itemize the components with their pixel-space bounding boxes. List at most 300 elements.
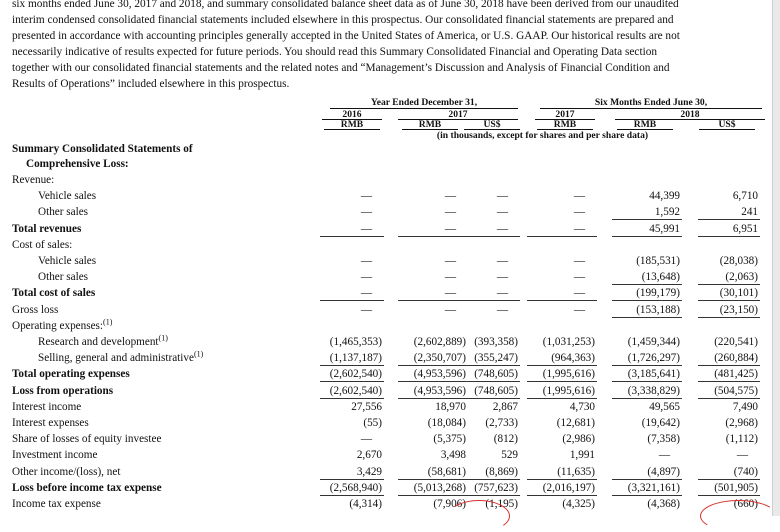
numeric-value: (3,185,641) bbox=[627, 368, 680, 381]
numeric-value: (1,112) bbox=[725, 433, 758, 446]
numeric-value: (5,375) bbox=[433, 433, 466, 446]
dash-value: — bbox=[496, 222, 508, 235]
numeric-value: (28,038) bbox=[719, 255, 758, 267]
dash-value: — bbox=[573, 287, 585, 300]
currency-header: RMB bbox=[340, 119, 364, 130]
row-label-text: Interest expenses bbox=[12, 417, 89, 429]
row-value bbox=[517, 205, 595, 219]
row-value bbox=[602, 189, 680, 203]
row-value bbox=[388, 189, 466, 203]
row-label bbox=[38, 335, 168, 349]
numeric-value: 6,951 bbox=[732, 222, 758, 235]
numeric-value: 241 bbox=[741, 206, 758, 219]
row-value bbox=[388, 432, 466, 446]
table-row bbox=[0, 253, 772, 269]
numeric-value: (199,179) bbox=[636, 287, 680, 300]
header-2018: 2018 bbox=[680, 109, 700, 120]
table-row bbox=[0, 496, 772, 512]
table-row bbox=[0, 237, 772, 253]
numeric-value: (18,084) bbox=[427, 417, 466, 429]
row-value bbox=[388, 286, 466, 300]
row-value bbox=[456, 189, 518, 203]
row-value bbox=[602, 351, 680, 365]
row-value bbox=[517, 222, 595, 236]
numeric-value: (23,150) bbox=[719, 303, 758, 316]
row-label-text: Selling, general and administrative bbox=[38, 352, 194, 365]
row-value bbox=[688, 205, 758, 219]
numeric-value: (4,953,596) bbox=[413, 384, 466, 397]
numeric-value: (19,642) bbox=[641, 417, 680, 429]
dash-value: — bbox=[360, 222, 372, 235]
numeric-value: (11,635) bbox=[557, 465, 595, 478]
row-label bbox=[38, 205, 88, 219]
currency-header: RMB bbox=[418, 119, 442, 130]
row-value bbox=[688, 303, 758, 317]
row-value bbox=[688, 384, 758, 398]
numeric-value: (185,531) bbox=[636, 255, 680, 267]
row-value bbox=[517, 335, 595, 349]
row-value bbox=[688, 432, 758, 446]
row-value bbox=[602, 205, 680, 219]
row-value bbox=[388, 416, 466, 430]
numeric-value: (30,101) bbox=[719, 287, 758, 300]
row-value bbox=[456, 400, 518, 414]
intro-line: six months ended June 30, 2017 and 2018, and summary consolidated balance sheet data as of June 30, 2018 have been derived from our unaudited bbox=[12, 0, 679, 10]
row-label-text: Loss from operations bbox=[12, 384, 114, 397]
dash-value: — bbox=[496, 255, 508, 267]
numeric-value: (1,459,344) bbox=[627, 336, 680, 348]
dash-value: — bbox=[360, 433, 372, 446]
row-value bbox=[388, 303, 466, 317]
row-value bbox=[517, 416, 595, 430]
row-label bbox=[12, 173, 54, 187]
footnote-ref[interactable]: (1) bbox=[158, 333, 168, 343]
row-value bbox=[602, 416, 680, 430]
numeric-value: (660) bbox=[733, 498, 758, 510]
table-row bbox=[0, 350, 772, 366]
row-value bbox=[688, 481, 758, 495]
intro-line: together with our consolidated financial statements and the related notes and “Management’s Discussion and Analysis of Financial Condition and bbox=[12, 62, 670, 75]
row-label bbox=[12, 400, 81, 414]
numeric-value: (2,568,940) bbox=[329, 481, 382, 494]
row-value bbox=[456, 335, 518, 349]
dash-value: — bbox=[444, 255, 456, 267]
row-value bbox=[310, 335, 382, 349]
row-value bbox=[456, 303, 518, 317]
row-value bbox=[310, 222, 382, 236]
numeric-value: (4,897) bbox=[647, 465, 680, 478]
row-value bbox=[602, 497, 680, 511]
row-label-text: Investment income bbox=[12, 449, 98, 462]
numeric-value: (7,906) bbox=[433, 498, 466, 510]
row-value bbox=[602, 303, 680, 317]
numeric-value: (153,188) bbox=[636, 303, 680, 316]
dash-value: — bbox=[360, 190, 372, 203]
section-title-line2: Comprehensive Loss: bbox=[26, 158, 129, 170]
intro-line: interim condensed consolidated financial statements included elsewhere in this prospectus. Our consolidated financial statements are prepared and bbox=[12, 14, 674, 27]
footnote-ref[interactable]: (1) bbox=[103, 317, 113, 327]
dash-value: — bbox=[360, 271, 372, 284]
row-value bbox=[310, 448, 382, 462]
row-value bbox=[517, 465, 595, 479]
dash-value: — bbox=[496, 287, 508, 300]
row-value bbox=[688, 448, 758, 462]
numeric-value: (481,425) bbox=[714, 368, 758, 381]
row-value bbox=[456, 222, 518, 236]
dash-value: — bbox=[444, 190, 456, 203]
row-value bbox=[388, 384, 466, 398]
table-row bbox=[0, 383, 772, 399]
row-label bbox=[12, 319, 112, 333]
row-value bbox=[456, 367, 518, 381]
numeric-value: (4,325) bbox=[562, 498, 595, 510]
row-value bbox=[602, 384, 680, 398]
dash-value: — bbox=[573, 222, 585, 235]
row-value bbox=[517, 351, 595, 365]
row-value bbox=[517, 286, 595, 300]
row-value bbox=[310, 270, 382, 284]
numeric-value: 1,991 bbox=[569, 449, 595, 462]
numeric-value: (4,953,596) bbox=[413, 368, 466, 381]
dash-value: — bbox=[496, 303, 508, 316]
table-row bbox=[0, 366, 772, 382]
row-value bbox=[310, 481, 382, 495]
row-label-text: Share of losses of equity investee bbox=[12, 433, 162, 446]
table-row bbox=[0, 334, 772, 350]
numeric-value: (748,605) bbox=[474, 384, 518, 397]
table-row bbox=[0, 285, 772, 301]
numeric-value: (13,648) bbox=[641, 271, 680, 284]
row-value bbox=[688, 416, 758, 430]
numeric-value: (812) bbox=[493, 433, 518, 446]
row-value bbox=[602, 465, 680, 479]
row-label-text: Total operating expenses bbox=[12, 368, 130, 381]
row-value bbox=[388, 270, 466, 284]
numeric-value: (501,905) bbox=[714, 481, 758, 494]
row-label-text: Income tax expense bbox=[12, 498, 101, 510]
numeric-value: (2,016,197) bbox=[542, 481, 595, 494]
row-label bbox=[38, 189, 96, 203]
numeric-value: (7,358) bbox=[647, 433, 680, 446]
numeric-value: (58,681) bbox=[427, 465, 466, 478]
row-label-text: Research and development bbox=[38, 336, 159, 348]
table-row bbox=[0, 188, 772, 204]
row-value bbox=[602, 400, 680, 414]
numeric-value: 2,670 bbox=[356, 449, 382, 462]
dash-value: — bbox=[444, 206, 456, 219]
row-label bbox=[12, 465, 120, 479]
row-label bbox=[12, 416, 89, 430]
row-label bbox=[38, 254, 96, 268]
dash-value: — bbox=[496, 271, 508, 284]
row-value bbox=[517, 384, 595, 398]
numeric-value: (355,247) bbox=[474, 352, 518, 365]
row-value bbox=[517, 481, 595, 495]
currency-header: RMB bbox=[633, 119, 657, 130]
numeric-value: (3,338,829) bbox=[627, 384, 680, 397]
numeric-value: (964,363) bbox=[551, 352, 595, 365]
units-note: (in thousands, except for shares and per share data) bbox=[436, 130, 649, 141]
row-value bbox=[388, 465, 466, 479]
row-value bbox=[602, 270, 680, 284]
numeric-value: (2,986) bbox=[562, 433, 595, 446]
row-value bbox=[388, 400, 466, 414]
header-2017: 2017 bbox=[448, 109, 468, 120]
numeric-value: (2,602,889) bbox=[413, 336, 466, 348]
dash-value: — bbox=[573, 303, 585, 316]
row-label bbox=[12, 222, 81, 236]
numeric-value: (2,733) bbox=[485, 417, 518, 429]
numeric-value: (1,995,616) bbox=[542, 384, 595, 397]
row-label-text: Vehicle sales bbox=[38, 255, 97, 267]
row-value bbox=[388, 448, 466, 462]
numeric-value: 6,710 bbox=[732, 190, 758, 203]
header-year-ended: Year Ended December 31, bbox=[370, 97, 478, 108]
row-value bbox=[456, 270, 518, 284]
row-value bbox=[688, 270, 758, 284]
row-value bbox=[456, 465, 518, 479]
header-six-months: Six Months Ended June 30, bbox=[594, 97, 708, 108]
dash-value: — bbox=[444, 271, 456, 284]
row-value bbox=[310, 432, 382, 446]
footnote-ref[interactable]: (1) bbox=[193, 349, 204, 359]
row-value bbox=[310, 400, 382, 414]
row-value bbox=[310, 465, 382, 479]
dash-value: — bbox=[360, 287, 372, 300]
row-value bbox=[688, 286, 758, 300]
row-label bbox=[12, 497, 101, 511]
numeric-value: 3,498 bbox=[440, 449, 466, 462]
row-value bbox=[388, 335, 466, 349]
numeric-value: (4,314) bbox=[349, 498, 382, 510]
row-label-text: Other income/(loss), net bbox=[12, 465, 121, 478]
row-value bbox=[688, 335, 758, 349]
row-value bbox=[688, 254, 758, 268]
row-value bbox=[602, 367, 680, 381]
row-label-text: Loss before income tax expense bbox=[12, 481, 162, 494]
table-row bbox=[0, 269, 772, 285]
row-value bbox=[456, 254, 518, 268]
row-value bbox=[602, 335, 680, 349]
numeric-value: 3,429 bbox=[356, 465, 382, 478]
dash-value: — bbox=[658, 449, 670, 462]
red-annotation-mark-2 bbox=[700, 500, 777, 532]
row-label-text: Interest income bbox=[12, 400, 82, 413]
row-label-text: Total revenues bbox=[12, 222, 82, 235]
row-value bbox=[310, 497, 382, 511]
numeric-value: (393,358) bbox=[474, 336, 518, 348]
row-value bbox=[310, 384, 382, 398]
numeric-value: (1,031,253) bbox=[542, 336, 595, 348]
row-value bbox=[517, 400, 595, 414]
currency-header: US$ bbox=[718, 119, 736, 130]
row-label-text: Revenue: bbox=[12, 174, 55, 186]
dash-value: — bbox=[496, 190, 508, 203]
row-value bbox=[456, 351, 518, 365]
header-2016: 2016 bbox=[342, 109, 362, 120]
row-value bbox=[310, 367, 382, 381]
numeric-value: (748,605) bbox=[474, 368, 518, 381]
table-row bbox=[0, 318, 772, 334]
numeric-value: 1,592 bbox=[654, 206, 680, 219]
row-value bbox=[310, 205, 382, 219]
row-value bbox=[688, 222, 758, 236]
numeric-value: (260,884) bbox=[714, 352, 758, 365]
row-value bbox=[456, 286, 518, 300]
section-title-line1: Summary Consolidated Statements of bbox=[12, 143, 193, 155]
numeric-value: 2,867 bbox=[492, 400, 518, 413]
row-value bbox=[388, 205, 466, 219]
dash-value: — bbox=[736, 449, 748, 462]
row-value bbox=[388, 481, 466, 495]
row-value bbox=[517, 303, 595, 317]
row-value bbox=[602, 432, 680, 446]
row-value bbox=[310, 351, 382, 365]
numeric-value: 44,399 bbox=[649, 190, 680, 203]
numeric-value: (757,623) bbox=[474, 481, 518, 494]
intro-line: necessarily indicative of results expected for future periods. You should read this Summary Consolidated Financial and Operating Data section bbox=[12, 46, 658, 59]
table-row bbox=[0, 399, 772, 415]
dash-value: — bbox=[444, 303, 456, 316]
row-value bbox=[456, 416, 518, 430]
red-annotation-mark bbox=[448, 500, 510, 532]
row-value bbox=[688, 400, 758, 414]
numeric-value: (1,995,616) bbox=[542, 368, 595, 381]
numeric-value: (1,137,187) bbox=[329, 352, 382, 365]
row-label-text: Total cost of sales bbox=[12, 287, 96, 300]
numeric-value: (2,602,540) bbox=[329, 368, 382, 381]
dash-value: — bbox=[360, 255, 372, 267]
row-value bbox=[517, 189, 595, 203]
row-label bbox=[38, 351, 203, 365]
row-value bbox=[456, 384, 518, 398]
row-value bbox=[602, 481, 680, 495]
table-row bbox=[0, 172, 772, 188]
dash-value: — bbox=[573, 271, 585, 284]
row-value bbox=[688, 351, 758, 365]
window-edge bbox=[772, 0, 780, 516]
numeric-value: 4,730 bbox=[569, 400, 595, 413]
row-value bbox=[602, 222, 680, 236]
currency-header: RMB bbox=[553, 119, 577, 130]
row-value bbox=[388, 367, 466, 381]
numeric-value: 529 bbox=[501, 449, 518, 462]
numeric-value: (5,013,268) bbox=[413, 481, 466, 494]
row-value bbox=[388, 351, 466, 365]
row-label bbox=[12, 238, 72, 252]
numeric-value: 27,556 bbox=[351, 400, 382, 413]
table-row bbox=[0, 204, 772, 220]
table-row bbox=[0, 415, 772, 431]
row-label-text: Vehicle sales bbox=[38, 190, 97, 203]
row-value bbox=[388, 254, 466, 268]
table-row bbox=[0, 480, 772, 496]
numeric-value: 45,991 bbox=[649, 222, 680, 235]
row-label-text: Gross loss bbox=[12, 303, 59, 316]
numeric-value: (55) bbox=[363, 417, 382, 429]
dash-value: — bbox=[573, 206, 585, 219]
row-label bbox=[12, 367, 130, 381]
header-2017b: 2017 bbox=[555, 109, 575, 120]
row-value bbox=[517, 497, 595, 511]
row-value bbox=[517, 367, 595, 381]
numeric-value: (1,726,297) bbox=[627, 352, 680, 365]
numeric-value: (8,869) bbox=[485, 465, 518, 478]
row-value bbox=[517, 448, 595, 462]
row-label bbox=[12, 448, 97, 462]
row-value bbox=[456, 448, 518, 462]
row-value bbox=[688, 367, 758, 381]
row-value bbox=[456, 481, 518, 495]
row-label bbox=[12, 303, 58, 317]
numeric-value: (2,602,540) bbox=[329, 384, 382, 397]
numeric-value: (740) bbox=[733, 465, 758, 478]
dash-value: — bbox=[444, 287, 456, 300]
table-row bbox=[0, 302, 772, 318]
row-value bbox=[517, 432, 595, 446]
dash-value: — bbox=[496, 206, 508, 219]
row-value bbox=[688, 465, 758, 479]
numeric-value: (1,465,353) bbox=[329, 336, 382, 348]
row-value bbox=[602, 254, 680, 268]
numeric-value: (4,368) bbox=[647, 498, 680, 510]
row-label-text: Other sales bbox=[38, 206, 89, 219]
dash-value: — bbox=[444, 222, 456, 235]
numeric-value: (1,195) bbox=[485, 498, 518, 510]
numeric-value: 18,970 bbox=[435, 400, 466, 413]
row-value bbox=[602, 286, 680, 300]
intro-line: Results of Operations” included elsewhere in this prospectus. bbox=[12, 78, 290, 91]
dash-value: — bbox=[360, 303, 372, 316]
row-value bbox=[688, 189, 758, 203]
numeric-value: (504,575) bbox=[714, 384, 758, 397]
row-label-text: Other sales bbox=[38, 271, 89, 284]
row-label bbox=[12, 432, 161, 446]
dash-value: — bbox=[573, 190, 585, 203]
row-label-text: Operating expenses: bbox=[12, 319, 104, 332]
intro-paragraph bbox=[12, 0, 767, 93]
numeric-value: (3,321,161) bbox=[627, 481, 680, 494]
table-row bbox=[0, 431, 772, 447]
row-value bbox=[456, 205, 518, 219]
numeric-value: (220,541) bbox=[714, 336, 758, 348]
table-row bbox=[0, 447, 772, 463]
row-value bbox=[602, 448, 680, 462]
numeric-value: (12,681) bbox=[556, 417, 595, 429]
intro-line: presented in accordance with accounting principles generally accepted in the United States of America, or U.S. GAAP. Our historical results are not bbox=[12, 30, 680, 43]
dash-value: — bbox=[573, 255, 585, 267]
row-value bbox=[517, 270, 595, 284]
row-label bbox=[12, 286, 95, 300]
row-value bbox=[310, 286, 382, 300]
row-value bbox=[310, 416, 382, 430]
row-value bbox=[310, 254, 382, 268]
row-value bbox=[310, 303, 382, 317]
row-label bbox=[12, 384, 113, 398]
table-row bbox=[0, 464, 772, 480]
row-value bbox=[388, 222, 466, 236]
numeric-value: (2,350,707) bbox=[413, 352, 466, 365]
row-label bbox=[12, 481, 162, 495]
row-value bbox=[517, 254, 595, 268]
table-row bbox=[0, 221, 772, 237]
row-label bbox=[38, 270, 88, 284]
numeric-value: 49,565 bbox=[649, 400, 680, 413]
row-label-text: Cost of sales: bbox=[12, 238, 73, 251]
currency-header: US$ bbox=[483, 119, 501, 130]
row-value bbox=[456, 432, 518, 446]
dash-value: — bbox=[360, 206, 372, 219]
